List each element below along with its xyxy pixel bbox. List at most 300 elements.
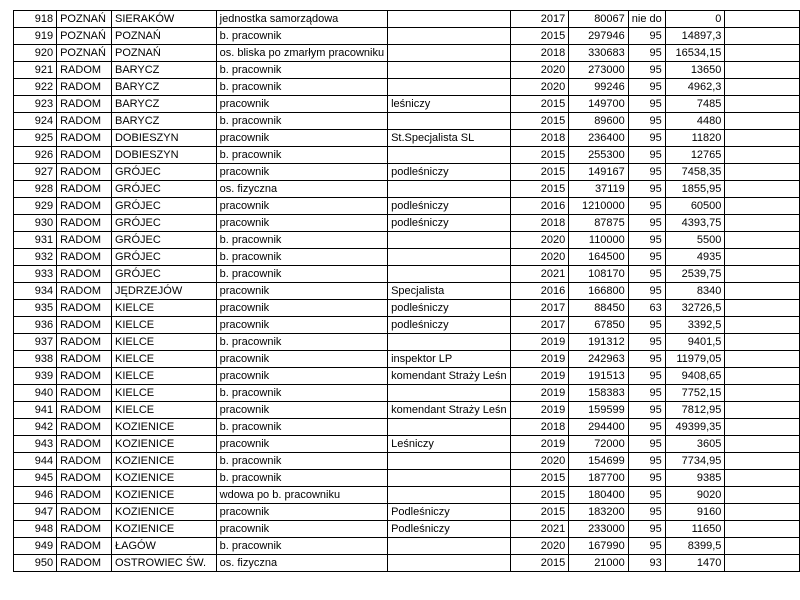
cell-wartosc[interactable]: 3392,5	[665, 317, 725, 334]
cell-wartosc[interactable]: 4480	[665, 113, 725, 130]
cell-kwota[interactable]: 67850	[569, 317, 629, 334]
cell-procent[interactable]: 95	[628, 419, 665, 436]
cell-status[interactable]: pracownik	[216, 130, 387, 147]
cell-wartosc[interactable]: 7734,95	[665, 453, 725, 470]
cell-rok[interactable]: 2015	[510, 181, 569, 198]
cell-status[interactable]: wdowa po b. pracowniku	[216, 487, 387, 504]
cell-kwota[interactable]: 255300	[569, 147, 629, 164]
cell-status[interactable]: b. pracownik	[216, 538, 387, 555]
cell-region[interactable]: POZNAŃ	[57, 28, 112, 45]
cell-stanowisko[interactable]	[388, 266, 511, 283]
cell-empty[interactable]	[725, 402, 800, 419]
cell-stanowisko[interactable]: Podleśniczy	[388, 504, 511, 521]
cell-stanowisko[interactable]	[388, 555, 511, 572]
cell-nadlesnictwo[interactable]: POZNAŃ	[111, 45, 216, 62]
cell-rok[interactable]: 2018	[510, 45, 569, 62]
cell-region[interactable]: RADOM	[57, 334, 112, 351]
cell-empty[interactable]	[725, 266, 800, 283]
cell-rok[interactable]: 2015	[510, 555, 569, 572]
cell-nadlesnictwo[interactable]: GRÓJEC	[111, 198, 216, 215]
cell-lp[interactable]: 927	[14, 164, 57, 181]
cell-status[interactable]: pracownik	[216, 96, 387, 113]
cell-stanowisko[interactable]: podleśniczy	[388, 198, 511, 215]
cell-nadlesnictwo[interactable]: KIELCE	[111, 334, 216, 351]
cell-lp[interactable]: 942	[14, 419, 57, 436]
cell-procent[interactable]: 95	[628, 96, 665, 113]
cell-stanowisko[interactable]: podleśniczy	[388, 317, 511, 334]
cell-procent[interactable]: 95	[628, 402, 665, 419]
cell-lp[interactable]: 949	[14, 538, 57, 555]
cell-nadlesnictwo[interactable]: GRÓJEC	[111, 232, 216, 249]
cell-stanowisko[interactable]	[388, 538, 511, 555]
cell-kwota[interactable]: 191513	[569, 368, 629, 385]
cell-status[interactable]: b. pracownik	[216, 470, 387, 487]
cell-empty[interactable]	[725, 113, 800, 130]
cell-rok[interactable]: 2015	[510, 28, 569, 45]
cell-region[interactable]: RADOM	[57, 96, 112, 113]
cell-wartosc[interactable]: 4935	[665, 249, 725, 266]
cell-nadlesnictwo[interactable]: ŁAGÓW	[111, 538, 216, 555]
cell-empty[interactable]	[725, 62, 800, 79]
cell-wartosc[interactable]: 13650	[665, 62, 725, 79]
cell-empty[interactable]	[725, 521, 800, 538]
cell-status[interactable]: b. pracownik	[216, 419, 387, 436]
cell-status[interactable]: jednostka samorządowa	[216, 11, 387, 28]
cell-procent[interactable]: 95	[628, 45, 665, 62]
cell-kwota[interactable]: 87875	[569, 215, 629, 232]
cell-kwota[interactable]: 187700	[569, 470, 629, 487]
cell-nadlesnictwo[interactable]: POZNAŃ	[111, 28, 216, 45]
cell-stanowisko[interactable]: podleśniczy	[388, 164, 511, 181]
cell-kwota[interactable]: 180400	[569, 487, 629, 504]
cell-wartosc[interactable]: 5500	[665, 232, 725, 249]
cell-rok[interactable]: 2019	[510, 402, 569, 419]
cell-wartosc[interactable]: 4962,3	[665, 79, 725, 96]
cell-rok[interactable]: 2015	[510, 96, 569, 113]
cell-nadlesnictwo[interactable]: KOZIENICE	[111, 436, 216, 453]
cell-status[interactable]: pracownik	[216, 198, 387, 215]
cell-region[interactable]: RADOM	[57, 555, 112, 572]
cell-stanowisko[interactable]	[388, 487, 511, 504]
cell-procent[interactable]: 95	[628, 113, 665, 130]
cell-region[interactable]: RADOM	[57, 249, 112, 266]
cell-rok[interactable]: 2019	[510, 334, 569, 351]
cell-nadlesnictwo[interactable]: KOZIENICE	[111, 504, 216, 521]
cell-stanowisko[interactable]: Specjalista	[388, 283, 511, 300]
cell-wartosc[interactable]: 7458,35	[665, 164, 725, 181]
cell-procent[interactable]: 95	[628, 436, 665, 453]
cell-nadlesnictwo[interactable]: BARYCZ	[111, 96, 216, 113]
cell-stanowisko[interactable]	[388, 453, 511, 470]
cell-region[interactable]: RADOM	[57, 436, 112, 453]
cell-empty[interactable]	[725, 130, 800, 147]
cell-kwota[interactable]: 191312	[569, 334, 629, 351]
cell-empty[interactable]	[725, 147, 800, 164]
cell-region[interactable]: RADOM	[57, 453, 112, 470]
cell-wartosc[interactable]: 14897,3	[665, 28, 725, 45]
cell-rok[interactable]: 2020	[510, 453, 569, 470]
cell-nadlesnictwo[interactable]: GRÓJEC	[111, 181, 216, 198]
cell-lp[interactable]: 933	[14, 266, 57, 283]
cell-kwota[interactable]: 72000	[569, 436, 629, 453]
cell-nadlesnictwo[interactable]: SIERAKÓW	[111, 11, 216, 28]
cell-kwota[interactable]: 233000	[569, 521, 629, 538]
cell-stanowisko[interactable]: komendant Straży Leśn	[388, 402, 511, 419]
cell-status[interactable]: b. pracownik	[216, 385, 387, 402]
cell-region[interactable]: RADOM	[57, 198, 112, 215]
cell-lp[interactable]: 932	[14, 249, 57, 266]
cell-status[interactable]: b. pracownik	[216, 62, 387, 79]
cell-wartosc[interactable]: 9020	[665, 487, 725, 504]
cell-nadlesnictwo[interactable]: GRÓJEC	[111, 164, 216, 181]
cell-empty[interactable]	[725, 45, 800, 62]
cell-region[interactable]: RADOM	[57, 368, 112, 385]
cell-empty[interactable]	[725, 453, 800, 470]
cell-region[interactable]: RADOM	[57, 504, 112, 521]
cell-empty[interactable]	[725, 96, 800, 113]
cell-procent[interactable]: 95	[628, 487, 665, 504]
cell-wartosc[interactable]: 9385	[665, 470, 725, 487]
cell-status[interactable]: b. pracownik	[216, 249, 387, 266]
cell-rok[interactable]: 2020	[510, 249, 569, 266]
cell-lp[interactable]: 938	[14, 351, 57, 368]
cell-region[interactable]: RADOM	[57, 419, 112, 436]
cell-empty[interactable]	[725, 419, 800, 436]
cell-stanowisko[interactable]	[388, 62, 511, 79]
cell-rok[interactable]: 2018	[510, 215, 569, 232]
cell-rok[interactable]: 2018	[510, 130, 569, 147]
cell-nadlesnictwo[interactable]: KIELCE	[111, 300, 216, 317]
cell-kwota[interactable]: 294400	[569, 419, 629, 436]
cell-wartosc[interactable]: 11650	[665, 521, 725, 538]
cell-rok[interactable]: 2020	[510, 232, 569, 249]
cell-status[interactable]: b. pracownik	[216, 232, 387, 249]
cell-lp[interactable]: 926	[14, 147, 57, 164]
cell-region[interactable]: RADOM	[57, 79, 112, 96]
cell-nadlesnictwo[interactable]: KOZIENICE	[111, 521, 216, 538]
cell-stanowisko[interactable]	[388, 147, 511, 164]
cell-region[interactable]: RADOM	[57, 487, 112, 504]
cell-procent[interactable]: 95	[628, 504, 665, 521]
cell-lp[interactable]: 922	[14, 79, 57, 96]
cell-status[interactable]: pracownik	[216, 317, 387, 334]
cell-stanowisko[interactable]	[388, 249, 511, 266]
cell-region[interactable]: RADOM	[57, 62, 112, 79]
cell-lp[interactable]: 935	[14, 300, 57, 317]
cell-empty[interactable]	[725, 11, 800, 28]
cell-wartosc[interactable]: 7485	[665, 96, 725, 113]
cell-rok[interactable]: 2020	[510, 62, 569, 79]
cell-empty[interactable]	[725, 368, 800, 385]
cell-nadlesnictwo[interactable]: DOBIESZYN	[111, 130, 216, 147]
cell-lp[interactable]: 948	[14, 521, 57, 538]
cell-rok[interactable]: 2019	[510, 351, 569, 368]
cell-wartosc[interactable]: 9401,5	[665, 334, 725, 351]
cell-stanowisko[interactable]: komendant Straży Leśn	[388, 368, 511, 385]
cell-kwota[interactable]: 99246	[569, 79, 629, 96]
cell-empty[interactable]	[725, 181, 800, 198]
cell-kwota[interactable]: 164500	[569, 249, 629, 266]
cell-kwota[interactable]: 158383	[569, 385, 629, 402]
cell-status[interactable]: pracownik	[216, 215, 387, 232]
cell-lp[interactable]: 941	[14, 402, 57, 419]
cell-rok[interactable]: 2019	[510, 385, 569, 402]
cell-nadlesnictwo[interactable]: BARYCZ	[111, 113, 216, 130]
cell-lp[interactable]: 920	[14, 45, 57, 62]
cell-wartosc[interactable]: 7812,95	[665, 402, 725, 419]
cell-lp[interactable]: 936	[14, 317, 57, 334]
cell-kwota[interactable]: 37119	[569, 181, 629, 198]
cell-stanowisko[interactable]: podleśniczy	[388, 300, 511, 317]
cell-wartosc[interactable]: 8340	[665, 283, 725, 300]
cell-empty[interactable]	[725, 283, 800, 300]
cell-status[interactable]: b. pracownik	[216, 266, 387, 283]
cell-empty[interactable]	[725, 232, 800, 249]
cell-status[interactable]: b. pracownik	[216, 79, 387, 96]
cell-wartosc[interactable]: 1855,95	[665, 181, 725, 198]
cell-procent[interactable]: 95	[628, 130, 665, 147]
cell-lp[interactable]: 930	[14, 215, 57, 232]
cell-nadlesnictwo[interactable]: KIELCE	[111, 402, 216, 419]
cell-status[interactable]: b. pracownik	[216, 28, 387, 45]
cell-kwota[interactable]: 110000	[569, 232, 629, 249]
cell-status[interactable]: pracownik	[216, 283, 387, 300]
cell-rok[interactable]: 2021	[510, 521, 569, 538]
cell-empty[interactable]	[725, 487, 800, 504]
cell-rok[interactable]: 2020	[510, 538, 569, 555]
cell-wartosc[interactable]: 60500	[665, 198, 725, 215]
cell-kwota[interactable]: 149167	[569, 164, 629, 181]
cell-region[interactable]: RADOM	[57, 164, 112, 181]
cell-wartosc[interactable]: 1470	[665, 555, 725, 572]
cell-status[interactable]: os. fizyczna	[216, 181, 387, 198]
cell-procent[interactable]: 95	[628, 232, 665, 249]
cell-wartosc[interactable]: 9160	[665, 504, 725, 521]
cell-nadlesnictwo[interactable]: OSTROWIEC ŚW.	[111, 555, 216, 572]
cell-rok[interactable]: 2017	[510, 11, 569, 28]
cell-region[interactable]: RADOM	[57, 147, 112, 164]
cell-lp[interactable]: 945	[14, 470, 57, 487]
cell-rok[interactable]: 2017	[510, 300, 569, 317]
cell-procent[interactable]: 95	[628, 351, 665, 368]
cell-nadlesnictwo[interactable]: KOZIENICE	[111, 453, 216, 470]
cell-wartosc[interactable]: 12765	[665, 147, 725, 164]
cell-lp[interactable]: 931	[14, 232, 57, 249]
cell-kwota[interactable]: 88450	[569, 300, 629, 317]
cell-stanowisko[interactable]: inspektor LP	[388, 351, 511, 368]
cell-lp[interactable]: 950	[14, 555, 57, 572]
cell-wartosc[interactable]: 8399,5	[665, 538, 725, 555]
cell-stanowisko[interactable]	[388, 419, 511, 436]
cell-status[interactable]: pracownik	[216, 436, 387, 453]
cell-nadlesnictwo[interactable]: KOZIENICE	[111, 487, 216, 504]
cell-nadlesnictwo[interactable]: GRÓJEC	[111, 215, 216, 232]
cell-status[interactable]: pracownik	[216, 368, 387, 385]
cell-stanowisko[interactable]: podleśniczy	[388, 215, 511, 232]
cell-kwota[interactable]: 149700	[569, 96, 629, 113]
cell-empty[interactable]	[725, 385, 800, 402]
cell-rok[interactable]: 2020	[510, 79, 569, 96]
cell-nadlesnictwo[interactable]: KIELCE	[111, 385, 216, 402]
cell-status[interactable]: pracownik	[216, 351, 387, 368]
cell-status[interactable]: pracownik	[216, 300, 387, 317]
cell-stanowisko[interactable]	[388, 113, 511, 130]
cell-lp[interactable]: 944	[14, 453, 57, 470]
cell-procent[interactable]: nie do	[628, 11, 665, 28]
cell-region[interactable]: RADOM	[57, 538, 112, 555]
cell-procent[interactable]: 95	[628, 249, 665, 266]
cell-empty[interactable]	[725, 28, 800, 45]
cell-status[interactable]: pracownik	[216, 521, 387, 538]
cell-lp[interactable]: 937	[14, 334, 57, 351]
cell-wartosc[interactable]: 9408,65	[665, 368, 725, 385]
cell-procent[interactable]: 95	[628, 181, 665, 198]
cell-wartosc[interactable]: 11979,05	[665, 351, 725, 368]
cell-wartosc[interactable]: 3605	[665, 436, 725, 453]
cell-wartosc[interactable]: 4393,75	[665, 215, 725, 232]
cell-status[interactable]: b. pracownik	[216, 453, 387, 470]
cell-lp[interactable]: 940	[14, 385, 57, 402]
cell-nadlesnictwo[interactable]: BARYCZ	[111, 79, 216, 96]
cell-kwota[interactable]: 242963	[569, 351, 629, 368]
cell-stanowisko[interactable]	[388, 334, 511, 351]
cell-kwota[interactable]: 330683	[569, 45, 629, 62]
cell-lp[interactable]: 924	[14, 113, 57, 130]
cell-stanowisko[interactable]	[388, 79, 511, 96]
cell-kwota[interactable]: 183200	[569, 504, 629, 521]
cell-region[interactable]: RADOM	[57, 402, 112, 419]
cell-kwota[interactable]: 80067	[569, 11, 629, 28]
cell-kwota[interactable]: 1210000	[569, 198, 629, 215]
cell-procent[interactable]: 95	[628, 28, 665, 45]
cell-region[interactable]: RADOM	[57, 317, 112, 334]
cell-nadlesnictwo[interactable]: GRÓJEC	[111, 266, 216, 283]
cell-lp[interactable]: 943	[14, 436, 57, 453]
cell-empty[interactable]	[725, 79, 800, 96]
cell-empty[interactable]	[725, 470, 800, 487]
cell-lp[interactable]: 929	[14, 198, 57, 215]
cell-lp[interactable]: 947	[14, 504, 57, 521]
cell-stanowisko[interactable]: St.Specjalista SL	[388, 130, 511, 147]
cell-wartosc[interactable]: 16534,15	[665, 45, 725, 62]
cell-rok[interactable]: 2017	[510, 317, 569, 334]
cell-region[interactable]: RADOM	[57, 181, 112, 198]
cell-rok[interactable]: 2019	[510, 368, 569, 385]
cell-kwota[interactable]: 159599	[569, 402, 629, 419]
cell-procent[interactable]: 95	[628, 283, 665, 300]
cell-status[interactable]: b. pracownik	[216, 113, 387, 130]
cell-procent[interactable]: 95	[628, 266, 665, 283]
cell-wartosc[interactable]: 0	[665, 11, 725, 28]
cell-status[interactable]: b. pracownik	[216, 334, 387, 351]
cell-rok[interactable]: 2019	[510, 436, 569, 453]
cell-rok[interactable]: 2015	[510, 113, 569, 130]
cell-region[interactable]: RADOM	[57, 470, 112, 487]
cell-wartosc[interactable]: 11820	[665, 130, 725, 147]
cell-procent[interactable]: 95	[628, 470, 665, 487]
cell-wartosc[interactable]: 7752,15	[665, 385, 725, 402]
cell-empty[interactable]	[725, 538, 800, 555]
cell-kwota[interactable]: 167990	[569, 538, 629, 555]
cell-lp[interactable]: 923	[14, 96, 57, 113]
cell-lp[interactable]: 939	[14, 368, 57, 385]
cell-procent[interactable]: 95	[628, 147, 665, 164]
cell-nadlesnictwo[interactable]: KIELCE	[111, 368, 216, 385]
cell-nadlesnictwo[interactable]: GRÓJEC	[111, 249, 216, 266]
cell-procent[interactable]: 95	[628, 198, 665, 215]
cell-procent[interactable]: 95	[628, 368, 665, 385]
cell-empty[interactable]	[725, 215, 800, 232]
cell-kwota[interactable]: 154699	[569, 453, 629, 470]
cell-region[interactable]: RADOM	[57, 521, 112, 538]
cell-procent[interactable]: 95	[628, 164, 665, 181]
cell-lp[interactable]: 946	[14, 487, 57, 504]
cell-procent[interactable]: 95	[628, 79, 665, 96]
cell-kwota[interactable]: 236400	[569, 130, 629, 147]
cell-region[interactable]: RADOM	[57, 351, 112, 368]
cell-nadlesnictwo[interactable]: JĘDRZEJÓW	[111, 283, 216, 300]
cell-region[interactable]: RADOM	[57, 130, 112, 147]
cell-stanowisko[interactable]	[388, 11, 511, 28]
cell-status[interactable]: pracownik	[216, 504, 387, 521]
cell-kwota[interactable]: 89600	[569, 113, 629, 130]
cell-region[interactable]: RADOM	[57, 266, 112, 283]
cell-nadlesnictwo[interactable]: KIELCE	[111, 351, 216, 368]
cell-rok[interactable]: 2018	[510, 419, 569, 436]
cell-wartosc[interactable]: 2539,75	[665, 266, 725, 283]
cell-region[interactable]: RADOM	[57, 113, 112, 130]
cell-procent[interactable]: 95	[628, 453, 665, 470]
cell-kwota[interactable]: 166800	[569, 283, 629, 300]
cell-rok[interactable]: 2015	[510, 487, 569, 504]
cell-stanowisko[interactable]	[388, 232, 511, 249]
cell-wartosc[interactable]: 32726,5	[665, 300, 725, 317]
cell-status[interactable]: pracownik	[216, 164, 387, 181]
cell-status[interactable]: b. pracownik	[216, 147, 387, 164]
cell-rok[interactable]: 2016	[510, 198, 569, 215]
cell-procent[interactable]: 95	[628, 62, 665, 79]
cell-empty[interactable]	[725, 317, 800, 334]
cell-rok[interactable]: 2015	[510, 504, 569, 521]
cell-procent[interactable]: 95	[628, 538, 665, 555]
cell-stanowisko[interactable]	[388, 385, 511, 402]
cell-procent[interactable]: 95	[628, 521, 665, 538]
cell-region[interactable]: POZNAŃ	[57, 45, 112, 62]
cell-status[interactable]: os. bliska po zmarłym pracowniku	[216, 45, 387, 62]
cell-kwota[interactable]: 297946	[569, 28, 629, 45]
cell-kwota[interactable]: 21000	[569, 555, 629, 572]
cell-rok[interactable]: 2021	[510, 266, 569, 283]
cell-region[interactable]: RADOM	[57, 385, 112, 402]
cell-stanowisko[interactable]	[388, 470, 511, 487]
cell-region[interactable]: RADOM	[57, 232, 112, 249]
cell-nadlesnictwo[interactable]: BARYCZ	[111, 62, 216, 79]
cell-lp[interactable]: 921	[14, 62, 57, 79]
cell-stanowisko[interactable]: leśniczy	[388, 96, 511, 113]
cell-empty[interactable]	[725, 164, 800, 181]
cell-lp[interactable]: 934	[14, 283, 57, 300]
cell-nadlesnictwo[interactable]: KIELCE	[111, 317, 216, 334]
cell-kwota[interactable]: 108170	[569, 266, 629, 283]
cell-region[interactable]: RADOM	[57, 300, 112, 317]
cell-wartosc[interactable]: 49399,35	[665, 419, 725, 436]
cell-empty[interactable]	[725, 198, 800, 215]
cell-rok[interactable]: 2015	[510, 147, 569, 164]
cell-region[interactable]: RADOM	[57, 283, 112, 300]
cell-procent[interactable]: 93	[628, 555, 665, 572]
cell-rok[interactable]: 2016	[510, 283, 569, 300]
cell-empty[interactable]	[725, 300, 800, 317]
